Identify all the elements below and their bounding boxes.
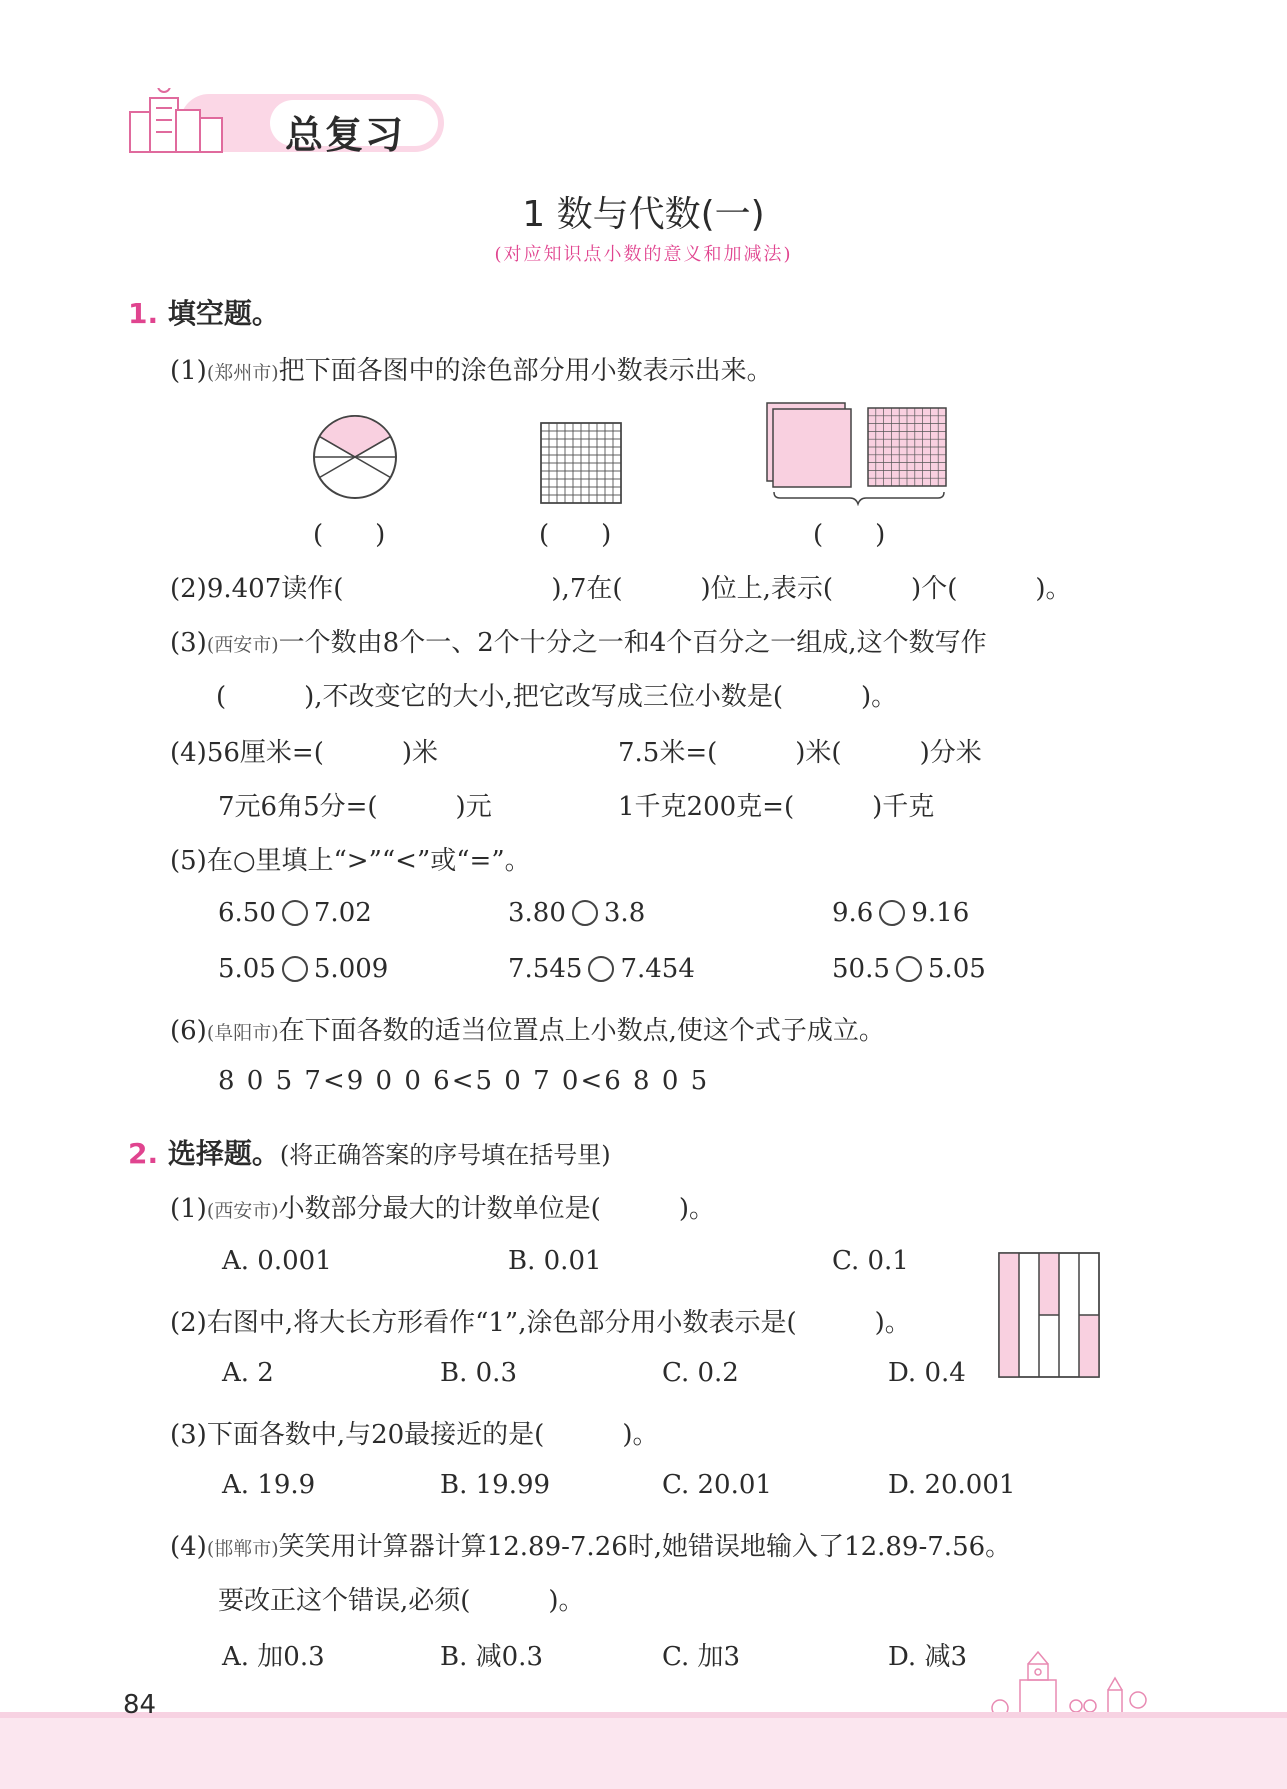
compare-left: 6.50: [218, 898, 276, 928]
q2-sub4: [170, 1526, 1011, 1563]
q1-part3b: ( ),不改变它的大小,把它改写成三位小数是( )。: [216, 682, 898, 712]
q1-part1-text: 把下面各图中的涂色部分用小数表示出来。: [278, 356, 773, 386]
compare-left: 7.545: [508, 954, 583, 984]
q1-part4b-left: 7元6角5分=( )元: [218, 792, 492, 822]
footer-band: [0, 1718, 1287, 1789]
q1-label: 填空题。: [167, 297, 280, 330]
q1-part3-tag: (西安市): [206, 634, 279, 656]
q1-part4b-right: 1千克200克=( )千克: [618, 792, 935, 822]
option-a[interactable]: A. 2: [222, 1358, 274, 1388]
figure-grid-100: [540, 422, 622, 504]
q2-sub4-prefix: (4): [170, 1532, 207, 1562]
compare-circle[interactable]: [879, 900, 905, 926]
option-b[interactable]: B. 0.01: [508, 1246, 602, 1276]
figure-grids-pair: [766, 402, 952, 506]
page-number: 84: [123, 1690, 157, 1720]
fig-blank-3[interactable]: ( ): [813, 520, 886, 550]
compare-right: 7.454: [620, 954, 695, 984]
figure-circle: [310, 412, 400, 502]
option-b[interactable]: B. 0.3: [440, 1358, 517, 1388]
compare-circle[interactable]: [896, 956, 922, 982]
page-title: 1 数与代数(一): [522, 194, 765, 235]
option-b[interactable]: B. 减0.3: [440, 1642, 543, 1672]
compare-circle[interactable]: [588, 956, 614, 982]
q1-part3a: [170, 622, 987, 659]
q1-number: 1.: [128, 297, 159, 330]
q2-sub3: (3)下面各数中,与20最接近的是( )。: [170, 1420, 659, 1450]
compare-item: [832, 898, 969, 928]
q2-sub2: (2)右图中,将大长方形看作“1”,涂色部分用小数表示是( )。: [170, 1308, 911, 1338]
q2-sub1-text: 小数部分最大的计数单位是( )。: [278, 1194, 715, 1224]
option-c[interactable]: C. 20.01: [662, 1470, 772, 1500]
q2-note: (将正确答案的序号填在括号里): [279, 1141, 611, 1169]
q2-heading: [128, 1132, 611, 1172]
q1-part5: (5)在○里填上“>”“<”或“=”。: [170, 846, 531, 876]
compare-item: [832, 954, 986, 984]
q1-part4a-right: 7.5米=( )米( )分米: [618, 738, 982, 768]
fig-blank-1[interactable]: ( ): [313, 520, 386, 550]
q1-part6: [170, 1010, 885, 1047]
q1-part6-expression: 8 0 5 7<9 0 0 6<5 0 7 0<6 8 0 5: [218, 1066, 710, 1096]
q1-part4a-left: (4)56厘米=( )米: [170, 738, 438, 768]
q2-sub1-tag: (西安市): [206, 1200, 279, 1222]
compare-left: 9.6: [832, 898, 874, 928]
compare-circle[interactable]: [572, 900, 598, 926]
compare-right: 7.02: [313, 898, 372, 928]
compare-item: [508, 954, 695, 984]
option-c[interactable]: C. 0.1: [832, 1246, 909, 1276]
compare-circle[interactable]: [282, 956, 308, 982]
castle-illustration-icon: [980, 1650, 1160, 1720]
q2-label: 选择题。: [167, 1137, 280, 1170]
option-c[interactable]: C. 0.2: [662, 1358, 739, 1388]
q1-part6-text: 在下面各数的适当位置点上小数点,使这个式子成立。: [278, 1016, 885, 1046]
q1-part6-tag: (阜阳市): [206, 1022, 279, 1044]
compare-item: [218, 954, 388, 984]
compare-left: 3.80: [508, 898, 566, 928]
section-title: 总复习: [285, 113, 406, 157]
compare-circle[interactable]: [282, 900, 308, 926]
compare-left: 50.5: [832, 954, 890, 984]
option-a[interactable]: A. 19.9: [222, 1470, 316, 1500]
compare-right: 9.16: [911, 898, 970, 928]
option-a[interactable]: A. 0.001: [222, 1246, 332, 1276]
compare-right: 5.009: [313, 954, 389, 984]
q2-sub1: [170, 1188, 715, 1225]
q2-number: 2.: [128, 1137, 159, 1170]
compare-right: 3.8: [603, 898, 646, 928]
compare-item: [218, 898, 372, 928]
q2-sub4-tag: (邯郸市): [206, 1538, 279, 1560]
q2-sub4-continued: 要改正这个错误,必须( )。: [218, 1586, 585, 1616]
option-a[interactable]: A. 加0.3: [222, 1642, 325, 1672]
q1-heading: [128, 292, 280, 332]
q1-part2: (2)9.407读作( ),7在( )位上,表示( )个( )。: [170, 574, 1072, 604]
q1-part6-prefix: (6): [170, 1016, 207, 1046]
q2-sub1-prefix: (1): [170, 1194, 207, 1224]
q1-part1: [170, 350, 773, 387]
option-b[interactable]: B. 19.99: [440, 1470, 551, 1500]
q2-sub4-text: 笑笑用计算器计算12.89-7.26时,她错误地输入了12.89-7.56。: [278, 1532, 1012, 1562]
compare-right: 5.05: [927, 954, 986, 984]
q1-part3-text: 一个数由8个一、2个十分之一和4个百分之一组成,这个数写作: [278, 628, 987, 658]
option-d[interactable]: D. 0.4: [888, 1358, 966, 1388]
q1-part1-tag: (郑州市): [206, 362, 279, 384]
option-d[interactable]: D. 20.001: [888, 1470, 1016, 1500]
fig-blank-2[interactable]: ( ): [539, 520, 612, 550]
option-c[interactable]: C. 加3: [662, 1642, 741, 1672]
option-d[interactable]: D. 减3: [888, 1642, 967, 1672]
compare-item: [508, 898, 645, 928]
q1-part3-prefix: (3): [170, 628, 207, 658]
q1-part1-prefix: (1): [170, 356, 207, 386]
figure-rectangle-strips: [998, 1252, 1100, 1378]
page-subtitle: (对应知识点小数的意义和加减法): [494, 244, 793, 265]
compare-left: 5.05: [218, 954, 276, 984]
